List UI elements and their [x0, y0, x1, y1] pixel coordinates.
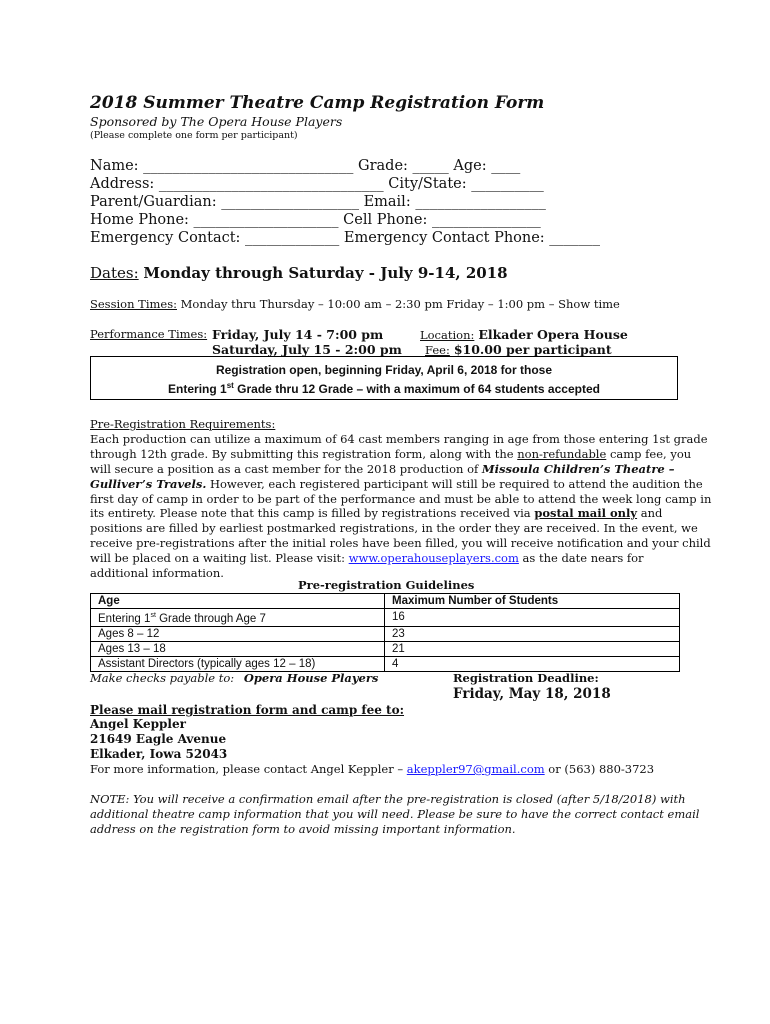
pre-registration-section: Pre-Registration Requirements: Each production can utilize a maximum of 64 cast members ranging in age from those entering 1st grade through 12th grade. By submitting this registration form, along with the non-refundable camp fee, you will secure a position as a cast member for the 2018 production of Missoula Children’s Theatre – Gulliver’s Travels. However, each registered participant will still be required to attend the audition the first day of camp in order to be part of the performance and must be able to attend the week long camp in its entirety. Please note that this camp is filled by registrations received via postal mail only and positions are filled by earliest postmarked registrations, in the order they are received. In the event, we receive pre-registrations after the initial roles have been filled, you will receive notification and your child will be placed on a waiting list. Please visit: www.operahouseplayers.com as the date nears for additional information. — [90, 417, 712, 581]
registration-notice-box — [90, 356, 678, 400]
deadline-value: Friday, May 18, 2018 — [453, 686, 611, 702]
phone-line[interactable]: Home Phone: ____________________ Cell Phone: _______________ — [90, 212, 541, 228]
mailing-street: 21649 Eagle Avenue — [90, 732, 227, 746]
location-line — [420, 327, 628, 342]
session-label: Session Times: — [90, 297, 177, 311]
checks-payable-line — [90, 671, 378, 685]
fee-line — [425, 342, 612, 357]
performance-label: Performance Times: — [90, 327, 208, 341]
form-title: 2018 Summer Theatre Camp Registration Form — [90, 93, 545, 113]
email-link[interactable]: akeppler97@gmail.com — [406, 762, 545, 776]
prereq-heading: Pre-Registration Requirements: — [90, 417, 276, 431]
mailing-name: Angel Keppler — [90, 717, 186, 731]
notice-line-1: Registration open, beginning Friday, April 6, 2018 for those — [215, 363, 553, 377]
contact-info-line: For more information, please contact Angel Keppler – akeppler97@gmail.com or (563) 880-3723 — [90, 762, 655, 776]
fee-label: Fee: — [425, 343, 450, 357]
table-row: Entering 1st Grade through Age 7 16 — [91, 609, 680, 627]
guidelines-title: Pre-registration Guidelines — [298, 578, 475, 592]
location-value: Elkader Opera House — [478, 327, 628, 342]
table-header-row — [91, 594, 680, 609]
checks-payable-label: Make checks payable to: — [90, 671, 235, 685]
guidelines-table — [90, 593, 680, 672]
mailing-heading: Please mail registration form and camp fee to: — [90, 703, 405, 717]
mailing-city: Elkader, Iowa 52043 — [90, 747, 228, 761]
notice-line-2: Entering 1st Grade thru 12 Grade – with a maximum of 64 students accepted — [168, 381, 600, 396]
performance-time-2: Saturday, July 15 - 2:00 pm — [212, 342, 402, 357]
table-row: Ages 8 – 12 23 — [91, 626, 680, 641]
header-age: Age — [91, 594, 385, 609]
location-label: Location: — [420, 328, 475, 342]
session-times-line — [90, 297, 620, 311]
table-row: Assistant Directors (typically ages 12 – 18) 4 — [91, 656, 680, 671]
dates-value: Monday through Saturday - July 9-14, 2018 — [143, 264, 508, 282]
checks-payable-value: Opera House Players — [243, 671, 379, 685]
sponsor-line: Sponsored by The Opera House Players — [90, 114, 343, 129]
table-row: Ages 13 – 18 21 — [91, 641, 680, 656]
performance-time-1: Friday, July 14 - 7:00 pm — [212, 327, 384, 342]
confirmation-note: NOTE: You will receive a confirmation email after the pre-registration is closed (after 5/18/2018) with additional theatre camp information that you will need. Please be sure to have the correct contact email address on the registration form to avoid missing important information. — [90, 792, 700, 836]
session-value: Monday thru Thursday – 10:00 am – 2:30 pm Friday – 1:00 pm – Show time — [180, 297, 620, 311]
emergency-contact-line[interactable]: Emergency Contact: _____________ Emergency Contact Phone: _______ — [90, 230, 601, 246]
deadline-label: Registration Deadline: — [453, 671, 599, 685]
website-link[interactable]: www.operahouseplayers.com — [348, 551, 519, 566]
dates-line — [90, 264, 508, 282]
instruction-note: (Please complete one form per participant) — [90, 130, 298, 141]
address-city-line[interactable]: Address: _______________________________ City/State: __________ — [90, 176, 544, 192]
dates-label: Dates: — [90, 264, 139, 282]
header-max-students: Maximum Number of Students — [385, 594, 680, 609]
fee-value: $10.00 per participant — [453, 342, 612, 357]
name-grade-age-line[interactable]: Name: _____________________________ Grade: _____ Age: ____ — [90, 158, 521, 174]
guardian-email-line[interactable]: Parent/Guardian: ___________________ Email: __________________ — [90, 194, 546, 210]
